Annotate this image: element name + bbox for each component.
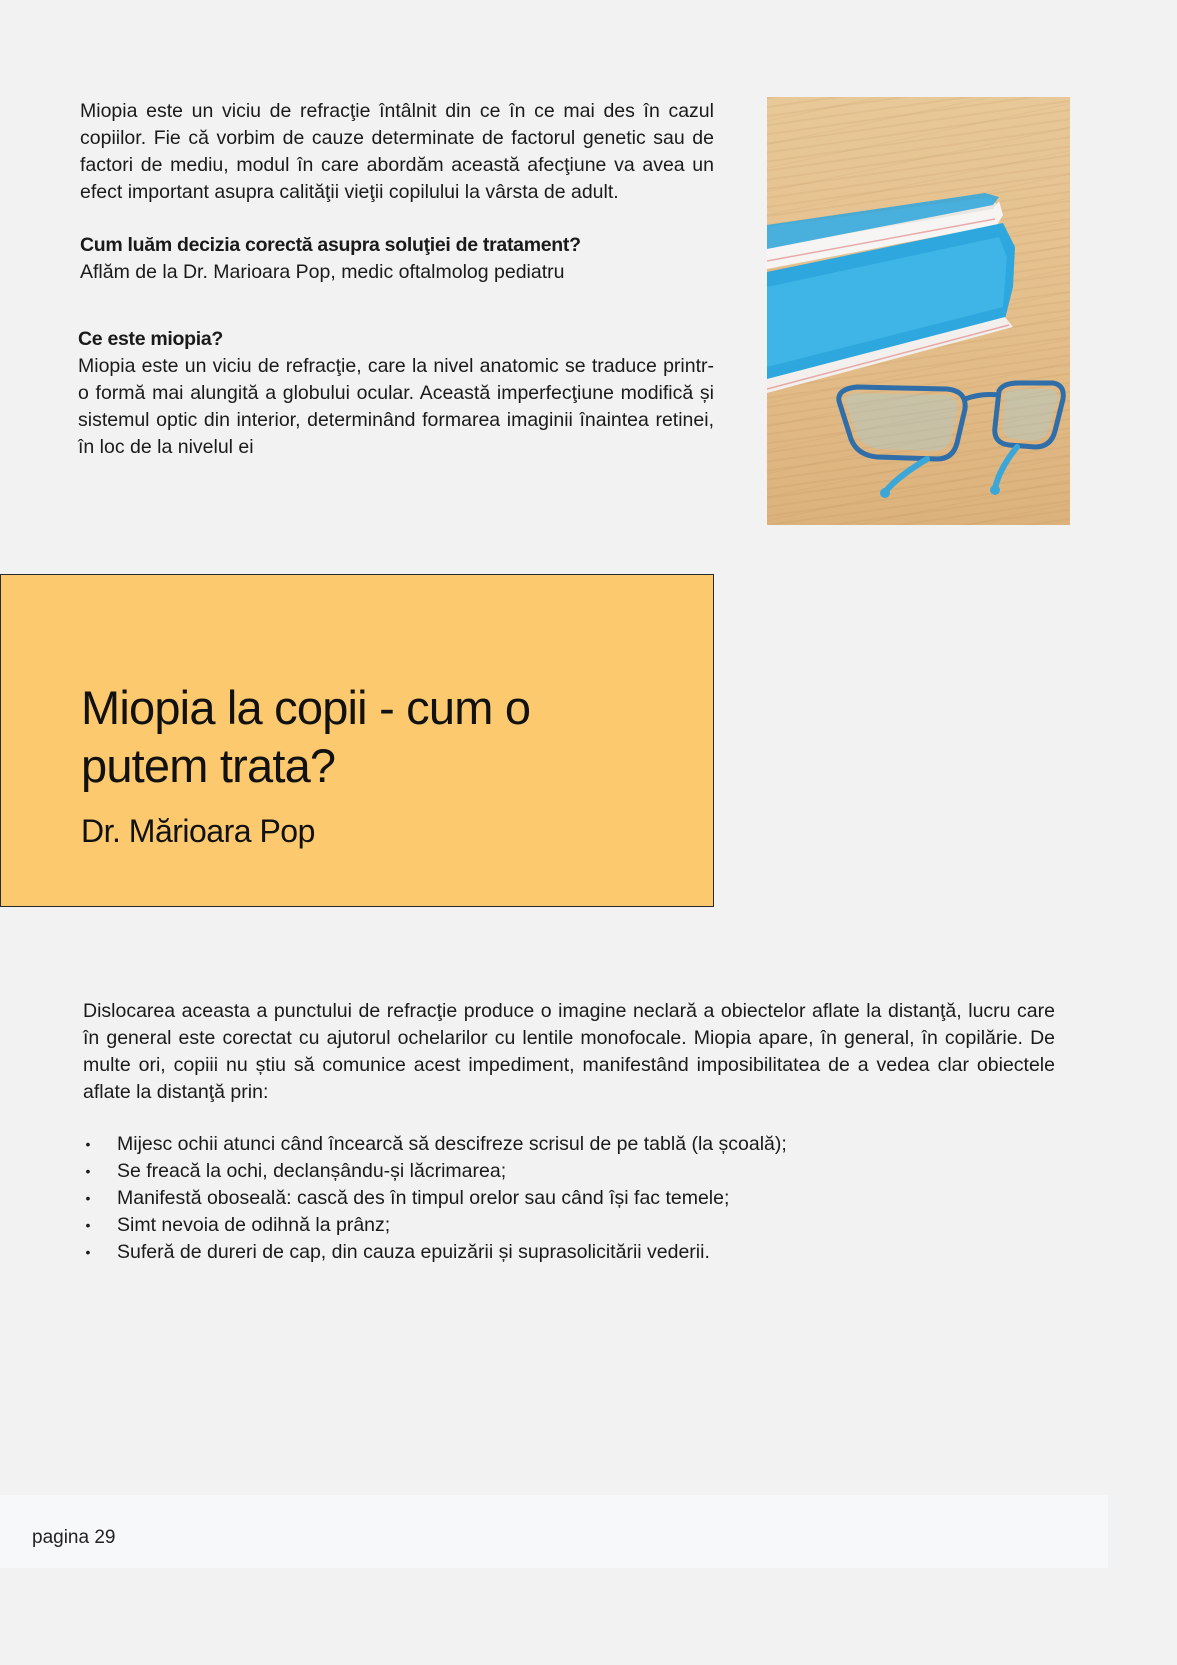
list-item: [83, 1239, 1055, 1266]
bullet-icon: •: [85, 1190, 91, 1206]
title-box: [0, 574, 714, 907]
definition-heading: Ce este miopia?: [78, 328, 224, 350]
body-paragraph: Dislocarea aceasta a punctului de refracţie produce o imagine neclară a obiectelor aflate la distanţă, lucru care în general este corectat cu ajutorul ochelarilor cu lentile monofocale. Miopia apare, în general, în copilărie. De multe ori, copiii nu știu să comunice acest impediment, manifestând imposibilitatea de a vedea clar obiectele aflate la distanţă prin:: [83, 1000, 1055, 1103]
question-answer: Aflăm de la Dr. Marioara Pop, medic oftalmolog pediatru: [80, 261, 565, 283]
list-item-text: Simt nevoia de odihnă la prânz;: [117, 1214, 391, 1236]
intro-section: [80, 98, 714, 206]
definition-section: [78, 326, 714, 461]
article-author: Dr. Mărioara Pop: [81, 813, 315, 849]
intro-paragraph: Miopia este un viciu de refracţie întâlnit din ce în ce mai des în cazul copiilor. Fie că vorbim de cauze determinate de factorul genetic sau de factori de mediu, modul în care abordăm această afecţiune va avea un efect important asupra calităţii vieţii copilului la vârsta de adult.: [80, 100, 714, 203]
body-section: [83, 998, 1055, 1106]
list-item: [83, 1212, 1055, 1239]
bullet-icon: •: [85, 1163, 91, 1179]
list-item-text: Se freacă la ochi, declanșându-și lăcrimarea;: [117, 1160, 507, 1182]
bullet-icon: •: [85, 1136, 91, 1152]
question-heading: Cum luăm decizia corectă asupra soluţiei de tratament?: [80, 234, 581, 256]
glasses-case-photo: [767, 97, 1070, 525]
bullet-icon: •: [85, 1244, 91, 1260]
symptoms-list: [83, 1131, 1055, 1266]
list-item-text: Manifestă oboseală: cască des în timpul orelor sau când își fac temele;: [117, 1187, 730, 1209]
list-item: [83, 1131, 1055, 1158]
list-item: [83, 1185, 1055, 1212]
bullet-icon: •: [85, 1217, 91, 1233]
list-item-text: Suferă de dureri de cap, din cauza epuizării și suprasolicitării vederii.: [117, 1241, 710, 1263]
article-title: Miopia la copii - cum o putem trata?: [81, 681, 531, 792]
list-item: [83, 1158, 1055, 1185]
page-footer: [0, 1495, 1108, 1568]
list-item-text: Mijesc ochii atunci când încearcă să descifreze scrisul de pe tablă (la școală);: [117, 1133, 787, 1155]
glasses-case-illustration: [767, 97, 1070, 525]
page-number: pagina 29: [32, 1527, 116, 1548]
question-section: [80, 232, 714, 286]
definition-text: Miopia este un viciu de refracţie, care la nivel anatomic se traduce printr-o formă mai alungită a globului ocular. Această imperfecţiune modifică și sistemul optic din interior, determinând formarea imaginii înaintea retinei, în loc de la nivelul ei: [78, 355, 714, 458]
